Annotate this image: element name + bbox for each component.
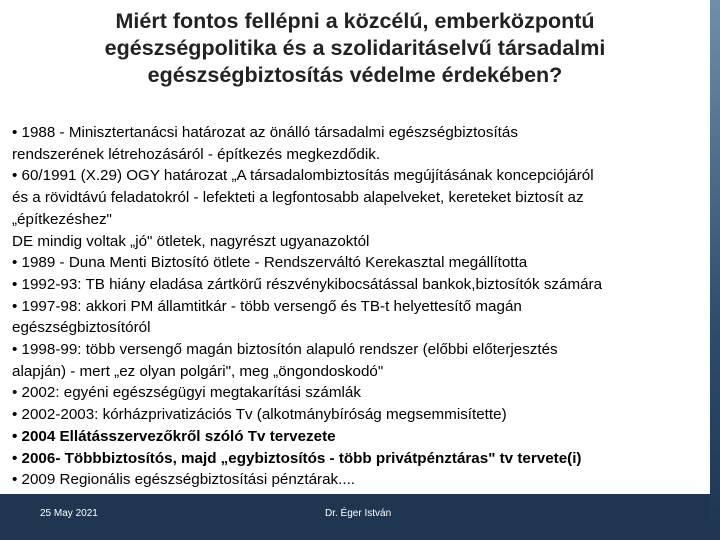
body-text-line: „építkezéshez" xyxy=(12,210,112,228)
body-text-line: • 2009 Regionális egészségbiztosítási pénztárak.... xyxy=(12,471,356,489)
body-text-line: rendszerének létrehozásáról - építkezés megkezdődik. xyxy=(12,145,381,163)
body-text-line: és a rövidtávú feladatokról - lefekteti a legfontosabb alapelveket, kereteket biztosít az xyxy=(12,189,584,207)
slide-title xyxy=(24,8,686,89)
body-text-line: • 1988 - Minisztertanácsi határozat az önálló társadalmi egészségbiztosítás xyxy=(12,124,518,141)
slide-title-line-1: Miért fontos fellépni a közcélú, emberközpontú xyxy=(115,9,595,33)
body-text-line: • 2004 Ellátásszervezőkről szóló Tv tervezete xyxy=(12,427,336,445)
slide-body-text xyxy=(12,122,712,491)
footer-author: Dr. Éger István xyxy=(325,508,392,519)
slide-title-line-3: egészségbiztosítás védelme érdekében? xyxy=(147,63,563,87)
body-text-line: • 2002: egyéni egészségügyi megtakarítási számlák xyxy=(12,384,361,402)
body-text-line: egészségbiztosítóról xyxy=(12,319,151,337)
slide-title-line-2: egészségpolitika és a szolidaritáselvű társadalmi xyxy=(104,36,606,60)
body-text-line: • 1998-99: több versengő magán biztosítón alapuló rendszer (előbbi előterjesztés xyxy=(12,341,558,359)
body-text-line: • 1997-98: akkori PM államtitkár - több versengő és TB-t helyettesítő magán xyxy=(12,297,522,315)
body-text-line: • 1992-93: TB hiány eladása zártkörű részvénykibocsátással bankok,biztosítók számára xyxy=(12,275,603,293)
body-text-line: • 60/1991 (X.29) OGY határozat „A társadalombiztosítás megújításának koncepciójáról xyxy=(12,167,594,185)
body-text-line: alapján) - mert „ez olyan polgári", meg „öngondoskodó" xyxy=(12,362,384,380)
body-text-line: DE mindig voltak „jó" ötletek, nagyrészt ugyanazoktól xyxy=(12,232,370,250)
body-text-line: • 2002-2003: kórházprivatizációs Tv (alkotmánybíróság megsemmisítette) xyxy=(12,406,507,424)
footer-date: 25 May 2021 xyxy=(40,508,98,519)
body-text-line: • 1989 - Duna Menti Biztosító ötlete - Rendszerváltó Kerekasztal megállította xyxy=(12,254,528,272)
body-text-line: • 2006- Többbiztosítós, majd „egybiztosítós - több privátpénztáras" tv tervete(i) xyxy=(12,449,582,467)
